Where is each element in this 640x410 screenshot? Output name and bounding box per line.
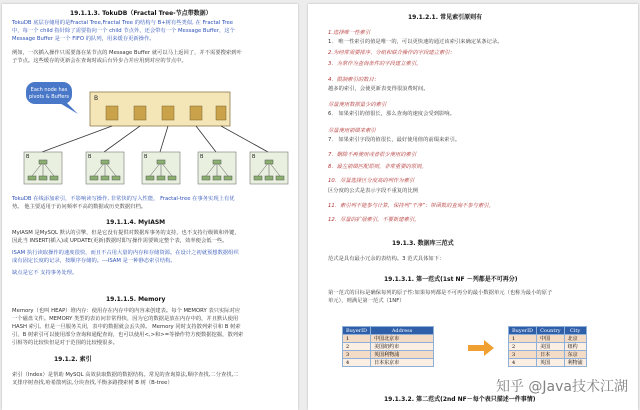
paragraph-line: HASH 索引。但是一旦服务关闭，表中的数据就会丢失掉。 Memory 同时支持散列索引和 B 树索 (12, 324, 241, 330)
list-item: 6． 如果索引的值很长，那么查询的速度会受到影响。 (328, 111, 455, 117)
table-row (343, 343, 434, 351)
fractal-tree-diagram (8, 68, 292, 190)
paragraph-line: 第一范式的目标是确保每列的原子性:如果每列都是不可再分的最小数据单元（也称为最小的原子 (328, 290, 553, 296)
table-row (343, 335, 434, 343)
list-item: 尽量使用前缀来索引 (328, 128, 376, 134)
watermark: 知乎 @Java技术江湖 (495, 379, 628, 395)
paragraph-line: 例如，一次插入操作只需要落在某节点的 Message Buffer 就可以马上返回了，并不需要搜索到叶 (12, 50, 242, 56)
table-row (343, 351, 434, 359)
paragraph-line: 因此当 INSERT(插入)或 UPDATE(更新)数据时即写操作需要锁定整个表，效率便会低一些。 (12, 238, 228, 244)
paragraph-line: TokuDB 在线添加索引，不影响读写操作, 非常快的写入性能， Fractal-tree 在事务实现上有优 (12, 196, 235, 202)
list-item: 4．限制索引的数目： (328, 77, 380, 83)
tree-edges (42, 126, 268, 152)
table-header: City (564, 327, 586, 335)
paragraph-line: 子节点。这些缓存的更新会在查询时或后台异步合并应用到对应的节点中。 (12, 58, 187, 64)
list-item: 越多的索引，会使更新表变得很浪费时间。 (328, 86, 429, 92)
list-item: 2.为经常需要排序、分组和联合操作的字段建立索引： (328, 50, 455, 56)
paragraph-line: 中，每一个 child 指针除了需要指向一个 child 节点外，还会带有一个 Message Buffer，这个 (12, 28, 235, 34)
paragraph-line: 引相等的比较快但是对于范围的比较慢很多。 (12, 340, 118, 346)
list-item: 1.选择唯一性索引 (328, 30, 371, 36)
heading-1nf: 19.1.3.1. 第一范式(1st NF －列都是不可再分) (384, 276, 518, 283)
paragraph-line: MyIASM 是MySQL 默认的引擎，但是它没有提供对数据库事务的支持，也不支持行级锁和外键， (12, 230, 240, 236)
table-cell: 利物浦 (564, 359, 586, 367)
table-cell: 日本 (537, 351, 565, 359)
table-row (509, 359, 587, 367)
table-row (509, 351, 587, 359)
list-item: 11．索引列不能参与计算，保持列“干净”：带函数的查询不参与索引。 (328, 203, 494, 209)
table-cell: 中国 (537, 335, 565, 343)
table-cell: 英国 (537, 359, 565, 367)
table-cell: 3 (343, 351, 371, 359)
table-header: Address (371, 327, 434, 335)
table-cell: 美国纽约市 (371, 343, 434, 351)
list-item: 尽量使用数据量少的索引 (328, 102, 387, 108)
paragraph-line: 叉排序树查找,哈希散列法,分块查找,平衡多路搜索树 B 树（B-tree） (12, 380, 173, 386)
table-cell: 英国利物浦 (371, 351, 434, 359)
heading-memory: 19.1.1.5. Memory (106, 296, 166, 303)
arrow-right-icon (468, 340, 494, 356)
table-cell: 2 (343, 343, 371, 351)
list-item: 8．最左前缀匹配原则，非常重要的原则。 (328, 164, 427, 170)
table-row (343, 359, 434, 367)
heading-tokudb: 19.1.1.3. TokuDB（Fractal Tree-节点带数据） (70, 10, 212, 17)
heading-index-principles: 19.1.2.1. 常见索引原则有 (408, 14, 483, 21)
paragraph-line: TokuDB 底层存储用的是Fractal Tree,Fractal Tree 的结构与 B+树有些类似, 在 Fractal Tree (12, 20, 233, 26)
root-node-label: B (94, 95, 99, 102)
table-header: Country (537, 327, 565, 335)
list-item: 12．尽量的扩展索引，不要新建索引。 (328, 217, 420, 223)
table-row (509, 335, 587, 343)
list-item: 10．尽量选择区分度高的列作为索引 (328, 178, 415, 184)
heading-3nf: 19.1.3. 数据库三范式 (392, 240, 454, 247)
leaf-label: B (252, 154, 256, 160)
table-1nf-before (342, 326, 434, 367)
table-cell: 1 (509, 335, 537, 343)
table-row (509, 343, 587, 351)
list-item: 区分度的公式是表示字段不重复的比例 (328, 188, 419, 194)
paragraph-line: 索引（Index）是帮助 MySQL 高效获取数据的数据结构。常见的查询算法,顺序查找,二分查找,二 (12, 372, 239, 378)
heading-2nf: 19.1.3.2. 第二范式(2nd NF－每个表只描述一件事情) (384, 396, 536, 403)
table-cell: 2 (509, 343, 537, 351)
paragraph-line: 缺点是它不 支持事务处理。 (12, 270, 78, 276)
leaf-label: B (26, 154, 30, 160)
paragraph-line: Memory（也叫 HEAP）堆内存：使用存在内存中的内容来创建表。每个 MEMORY 表只实际对应 (12, 308, 241, 314)
paragraph-line: Message Buffer 是一个 FIFO 的队列，用来缓存更新操作。 (12, 36, 155, 42)
leaf-label: B (200, 154, 204, 160)
callout-text-1: Each node has (30, 87, 68, 93)
heading-myisam: 19.1.1.4. MyIASM (106, 219, 166, 226)
callout-text-2: pivots & Buffers (28, 94, 70, 100)
paragraph-line: 势。 他主要适用于访问频率不高的数据或历史数据归档。 (12, 204, 147, 210)
table-cell: 中国北京市 (371, 335, 434, 343)
list-item: 7．删除不再使用或者很少使用的索引 (328, 152, 417, 158)
table-header: BuyerID (509, 327, 537, 335)
left-page (2, 4, 298, 410)
callout-bubble (26, 82, 72, 104)
right-page (308, 4, 638, 410)
table-1nf-after (508, 326, 587, 367)
table-cell: 1 (343, 335, 371, 343)
table-cell: 美国 (537, 343, 565, 351)
heading-index: 19.1.2. 索引 (54, 356, 92, 363)
paragraph-line: ISAM 执行读取操作的速度很快，而且不占用大量的内存和存储资源。在设计之初就预想数据组织 (12, 250, 239, 256)
table-cell: 3 (509, 351, 537, 359)
leaf-label: B (144, 154, 148, 160)
paragraph-line: 成有固定长度的记录，按顺序存储的。---ISAM 是一种静态索引结构。 (12, 258, 176, 264)
paragraph-line: 范式是具有最小冗余的表结构。3 范式具体如下： (328, 256, 445, 262)
table-cell: 4 (509, 359, 537, 367)
table-cell: 纽约 (564, 343, 586, 351)
list-item: 3．为常作为查询条件的字段建立索引。 (328, 61, 422, 67)
list-item: 1． 唯一性索引的值是唯一的，可以更快速的通过该索引来确定某条记录。 (328, 39, 503, 45)
paragraph-line: 一个磁盘文件。MEMORY 类型的表访问非常得快，因为它的数据是放在内存中的，并且默认使用 (12, 316, 239, 322)
table-header: BuyerID (343, 327, 371, 335)
paragraph-line: 单元），则满足第一范式（1NF） (328, 298, 405, 304)
list-item: 7． 如果索引字段的值很长，最好使用值的前缀来索引。 (328, 137, 461, 143)
paragraph-line: 引，B 树索引可以使用部分查询和通配查询，也可以使用<,>和>=等操作符方便数据挖掘，散列索 (12, 332, 244, 338)
leaf-label: B (88, 154, 92, 160)
table-cell: 北京 (564, 335, 586, 343)
table-cell: 日本东京市 (371, 359, 434, 367)
table-cell: 4 (343, 359, 371, 367)
table-cell: 东京 (564, 351, 586, 359)
